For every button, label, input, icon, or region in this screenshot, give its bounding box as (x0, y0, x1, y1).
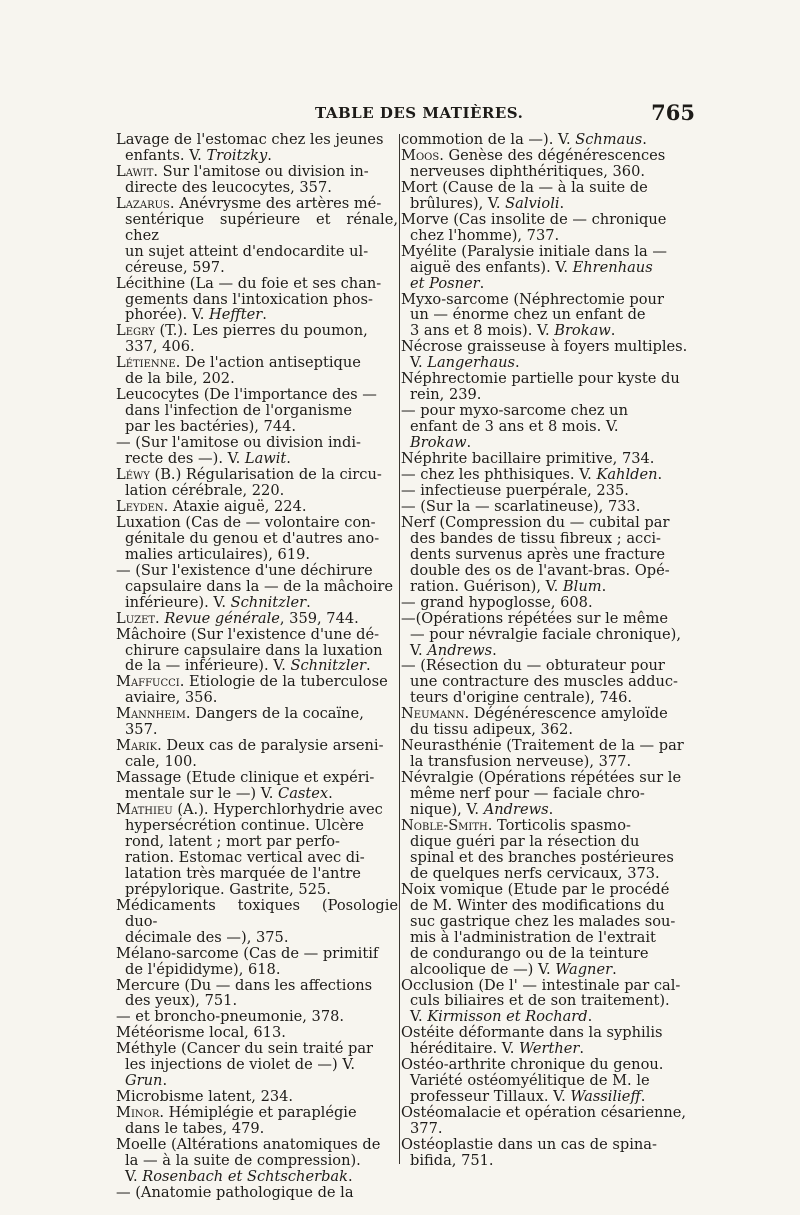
entry-text: commotion de la —). V. (401, 131, 576, 148)
entry-text: Hyperchlorhydrie avec hypersécrétion continue. Ulcère rond, latent ; mort par perfo- ration. Estomac vertical avec di- latation très marquée de l'antre prépylorique. Gastrite, 525. (125, 801, 383, 898)
entry-tail: . (579, 1040, 584, 1058)
entry-text: Microbisme latent, 234. (116, 1088, 294, 1106)
entry-text: Ataxie aiguë, 224. (168, 497, 307, 515)
entry-heading: Létienne. (116, 354, 181, 372)
entry-text: Myélite (Paralysie initiale dans la — aiguë des enfants). V. (401, 242, 667, 276)
entry-text: Genèse des dégénérescences nerveuses diphthéritiques, 360. (410, 146, 666, 180)
index-entry (116, 738, 398, 770)
entry-heading: Noble-Smith. (401, 816, 493, 834)
index-entry (401, 978, 689, 1026)
index-entry (116, 196, 398, 276)
entry-reference: Wagner (555, 960, 613, 978)
index-entry (116, 1089, 398, 1105)
entry-text: Médicaments toxiques (Posologie duo- décimale des —), 375. (116, 896, 398, 946)
entry-text: Luxation (Cas de — volontaire con- génitale du genou et d'autres ano- malies articulaires), 619. (116, 513, 380, 563)
index-entry (401, 770, 689, 818)
index-entry (116, 323, 398, 355)
entry-reference: Kirmisson et Rochard (427, 1008, 588, 1026)
index-entry (401, 1137, 689, 1169)
entry-text: Mercure (Du — dans les affections des yeux), 751. (116, 976, 373, 1010)
index-entry (116, 1137, 398, 1185)
entry-heading: Mathieu (A.). (116, 801, 209, 819)
index-entry (401, 882, 689, 978)
entry-tail: . (610, 322, 616, 340)
entry-heading: Lawit. (116, 162, 159, 180)
entry-reference: Brokaw (410, 434, 467, 452)
entry-text: — grand hypoglosse, 608. (401, 593, 593, 611)
index-entry (401, 611, 689, 659)
index-entry (401, 244, 689, 292)
entry-heading: Legry (T.). (116, 322, 188, 340)
entry-tail: . (328, 785, 333, 803)
entry-text: — (Sur l'existence d'une déchirure capsulaire dans la — de la mâchoire inférieure). V. (116, 561, 394, 611)
entry-text: — (Sur l'amitose ou division indi- recte des —). V. (116, 434, 361, 468)
entry-text: Nerf (Compression du — cubital par des bandes de tissu fibreux ; acci- dents survenus après une fracture double des os de l'avant-bras. Opé- ration. Guérison), V. (401, 513, 670, 595)
index-entry (116, 770, 398, 802)
index-entry (116, 499, 398, 515)
entry-reference: Kahlden (596, 466, 658, 484)
index-entry (116, 132, 398, 164)
entry-text: Les pierres du poumon, 337, 406. (125, 322, 368, 356)
index-entry (401, 818, 689, 882)
entry-tail: . (492, 641, 497, 659)
entry-text: Néphrite bacillaire primitive, 734. (401, 450, 655, 468)
entry-text: Hémiplégie et paraplégie dans le tabes, 479. (125, 1104, 357, 1138)
entry-text: Mâchoire (Sur l'existence d'une dé- chirure capsulaire dans la luxation de la — inférieure). V. (116, 625, 383, 675)
entry-reference: Brokaw (554, 322, 611, 340)
entry-text: —(Opérations répétées sur le même — pour névralgie faciale chronique), V. (401, 609, 681, 659)
index-entry (116, 1185, 398, 1201)
entry-reference: Langerhaus (427, 354, 515, 372)
entry-heading: Mannheim. (116, 705, 191, 723)
entry-text: Névralgie (Opérations répétées sur le même nerf pour — faciale chro- nique), V. (401, 769, 682, 819)
entry-tail: . (162, 1072, 168, 1090)
index-entry (401, 658, 689, 706)
entry-text: Méthyle (Cancer du sein traité par les injections de violet de —) V. (116, 1040, 373, 1074)
entry-reference: Ehrenhaus et Posner (410, 258, 653, 292)
entry-text: Dangers de la cocaïne, 357. (125, 705, 364, 739)
entry-text: Mort (Cause de la — à la suite de brûlures), V. (401, 178, 648, 212)
entry-heading: Moos. (401, 146, 444, 164)
entry-text: Myxo-sarcome (Néphrectomie pour un — énorme chez un enfant de 3 ans et 8 mois). V. (401, 290, 664, 340)
entry-reference: Andrews (427, 641, 493, 659)
entry-text: Météorisme local, 613. (116, 1024, 286, 1042)
index-entry (401, 499, 689, 515)
index-entry (116, 674, 398, 706)
entry-tail: . (587, 1008, 593, 1026)
entry-tail: . (559, 194, 565, 212)
entry-heading: Lazarus. (116, 194, 175, 212)
entry-reference: Salvioli (505, 194, 560, 212)
index-entry (401, 1025, 689, 1057)
entry-heading: Maffucci. (116, 673, 185, 691)
entry-text: Anévrysme des artères mé- sentérique supérieure et rénale, chez un sujet atteint d'endocardite ul- céreuse, 597. (125, 194, 398, 276)
entry-tail: . (640, 1088, 646, 1106)
index-entry (401, 595, 689, 611)
entry-tail: . (306, 593, 311, 611)
index-entry (116, 802, 398, 898)
entry-text: Etiologie de la tuberculose aviaire, 356. (125, 673, 388, 707)
index-entry (116, 387, 398, 435)
entry-text: Neurasthénie (Traitement de la — par la transfusion nerveuse), 377. (401, 737, 684, 771)
entry-heading: Léwy (B.) (116, 466, 182, 484)
index-entry (401, 148, 689, 180)
entry-reference: Andrews (483, 801, 549, 819)
entry-tail: , 359, 744. (279, 609, 359, 627)
index-column-right (401, 132, 689, 1167)
index-entry (401, 483, 689, 499)
entry-text: Occlusion (De l' — intestinale par cal- culs biliaires et de son traitement). V. (401, 976, 681, 1026)
index-entry (401, 339, 689, 371)
entry-reference: Troitzky (206, 146, 268, 164)
index-entry (116, 1105, 398, 1137)
entry-reference: Wassilieff (570, 1088, 641, 1106)
entry-text: Néphrectomie partielle pour kyste du rein, 239. (401, 370, 680, 404)
index-entry (401, 738, 689, 770)
entry-reference: Grun (125, 1072, 163, 1090)
entry-text: Massage (Etude clinique et expéri- mentale sur le —) V. (116, 769, 375, 803)
entry-tail: . (515, 354, 520, 372)
column-divider (399, 134, 400, 1164)
index-entry (401, 212, 689, 244)
index-entry (401, 371, 689, 403)
index-entry (116, 467, 398, 499)
index-entry (401, 180, 689, 212)
entry-text: Noix vomique (Etude par le procédé de M. Winter des modifications du suc gastrique chez les malades sou- mis à l'administration de l'extrait de condurango ou de la teinture alcoolique de —) V. (401, 880, 676, 978)
index-entry (116, 898, 398, 946)
entry-text: — (Anatomie pathologique de la (116, 1183, 354, 1201)
index-entry (116, 978, 398, 1010)
index-entry (116, 611, 398, 627)
entry-reference: Schnitzler (290, 657, 366, 675)
entry-text: De l'action antiseptique de la bile, 202. (125, 354, 361, 388)
index-entry (401, 706, 689, 738)
entry-text: Morve (Cas insolite de — chronique chez l'homme), 737. (401, 210, 667, 244)
index-entry (116, 276, 398, 324)
entry-heading: Marik. (116, 737, 162, 755)
entry-text: Ostéoplastie dans un cas de spina- bifida, 751. (401, 1136, 657, 1169)
index-entry (116, 1041, 398, 1089)
index-entry (116, 435, 398, 467)
entry-reference: Castex (278, 785, 329, 803)
entry-text: — (Résection du — obturateur pour une contracture des muscles adduc- teurs d'origine centrale), 746. (401, 657, 678, 707)
entry-text: Moelle (Altérations anatomiques de la — à la suite de compression). V. (116, 1136, 381, 1185)
entry-heading: Minor. (116, 1104, 165, 1122)
index-entry (401, 515, 689, 595)
index-entry (116, 164, 398, 196)
index-entry (401, 467, 689, 483)
entry-text: — chez les phthisiques. V. (401, 466, 597, 484)
index-entry (116, 1025, 398, 1041)
index-entry (116, 515, 398, 563)
entry-text: Ostéo-arthrite chronique du genou. Variété ostéomyélitique de M. le professeur Tillaux. V. (401, 1056, 664, 1106)
entry-text: Lécithine (La — du foie et ses chan- gements dans l'intoxication phos- phorée). V. (116, 274, 382, 324)
entry-tail: . (262, 306, 267, 324)
index-column-left (116, 131, 398, 1201)
index-entry (401, 292, 689, 340)
entry-tail: . (365, 657, 371, 675)
entry-heading: Luzet. (116, 609, 160, 627)
entry-text: Ostéomalacie et opération césarienne, 377. (401, 1104, 687, 1138)
index-entry (401, 1057, 689, 1105)
entry-text: Torticolis spasmo- dique guéri par la résection du spinal et des branches postérieures de quelques nerfs cervicaux, 373. (410, 816, 674, 882)
index-entry (116, 1009, 398, 1025)
page-number: 765 (651, 100, 695, 125)
entry-heading: Leyden. (116, 497, 169, 515)
entry-tail: . (601, 577, 607, 595)
entry-tail: . (267, 146, 272, 164)
running-title: TABLE DES MATIÈRES. (315, 104, 524, 122)
index-entry (401, 451, 689, 467)
index-entry (116, 355, 398, 387)
entry-reference: Schmaus (575, 131, 643, 148)
entry-text: — et broncho-pneumonie, 378. (116, 1008, 345, 1026)
entry-tail: . (466, 434, 472, 452)
running-head (110, 100, 695, 126)
entry-tail: . (479, 274, 485, 292)
index-entry (401, 132, 689, 148)
index-entry (401, 1105, 689, 1137)
entry-tail: . (657, 466, 663, 484)
entry-text: Nécrose graisseuse à foyers multiples. V. (401, 338, 688, 372)
entry-heading: Neumann. (401, 705, 470, 723)
entry-tail: . (347, 1167, 353, 1185)
entry-tail: . (548, 801, 554, 819)
entry-reference: Heffter (209, 306, 263, 324)
entry-text: Deux cas de paralysie arseni- cale, 100. (125, 737, 384, 771)
entry-text: — infectieuse puerpérale, 235. (401, 481, 629, 499)
index-entry (116, 706, 398, 738)
entry-text: — (Sur la — scarlatineuse), 733. (401, 497, 641, 515)
entry-reference: Revue générale (164, 609, 280, 627)
entry-text: Ostéite déformante dans la syphilis héréditaire. V. (401, 1024, 663, 1058)
entry-text: Régularisation de la circu- lation cérébrale, 220. (125, 466, 382, 499)
index-entry (401, 403, 689, 451)
index-entry (116, 946, 398, 978)
entry-text: Leucocytes (De l'importance des — dans l'infection de l'organisme par les bactéries), 744. (116, 386, 377, 436)
index-entry (116, 563, 398, 611)
entry-text: Mélano-sarcome (Cas de — primitif de l'épididyme), 618. (116, 944, 379, 978)
entry-tail: . (612, 960, 617, 978)
entry-tail: . (286, 450, 291, 468)
entry-text: Sur l'amitose ou division in- directe des leucocytes, 357. (125, 162, 369, 196)
entry-reference: Rosenbach et Schtscherbak (142, 1167, 348, 1185)
index-entry (116, 627, 398, 675)
entry-text: — pour myxo-sarcome chez un enfant de 3 ans et 8 mois. V. (401, 402, 628, 436)
entry-reference: Blum (562, 577, 602, 595)
entry-text: Lavage de l'estomac chez les jeunes enfants. V. (116, 131, 384, 164)
entry-text: Dégénérescence amyloïde du tissu adipeux, 362. (410, 705, 668, 739)
entry-tail: . (642, 131, 647, 148)
entry-reference: Lawit (244, 450, 287, 468)
entry-reference: Werther (519, 1040, 580, 1058)
entry-reference: Schnitzler (230, 593, 307, 611)
